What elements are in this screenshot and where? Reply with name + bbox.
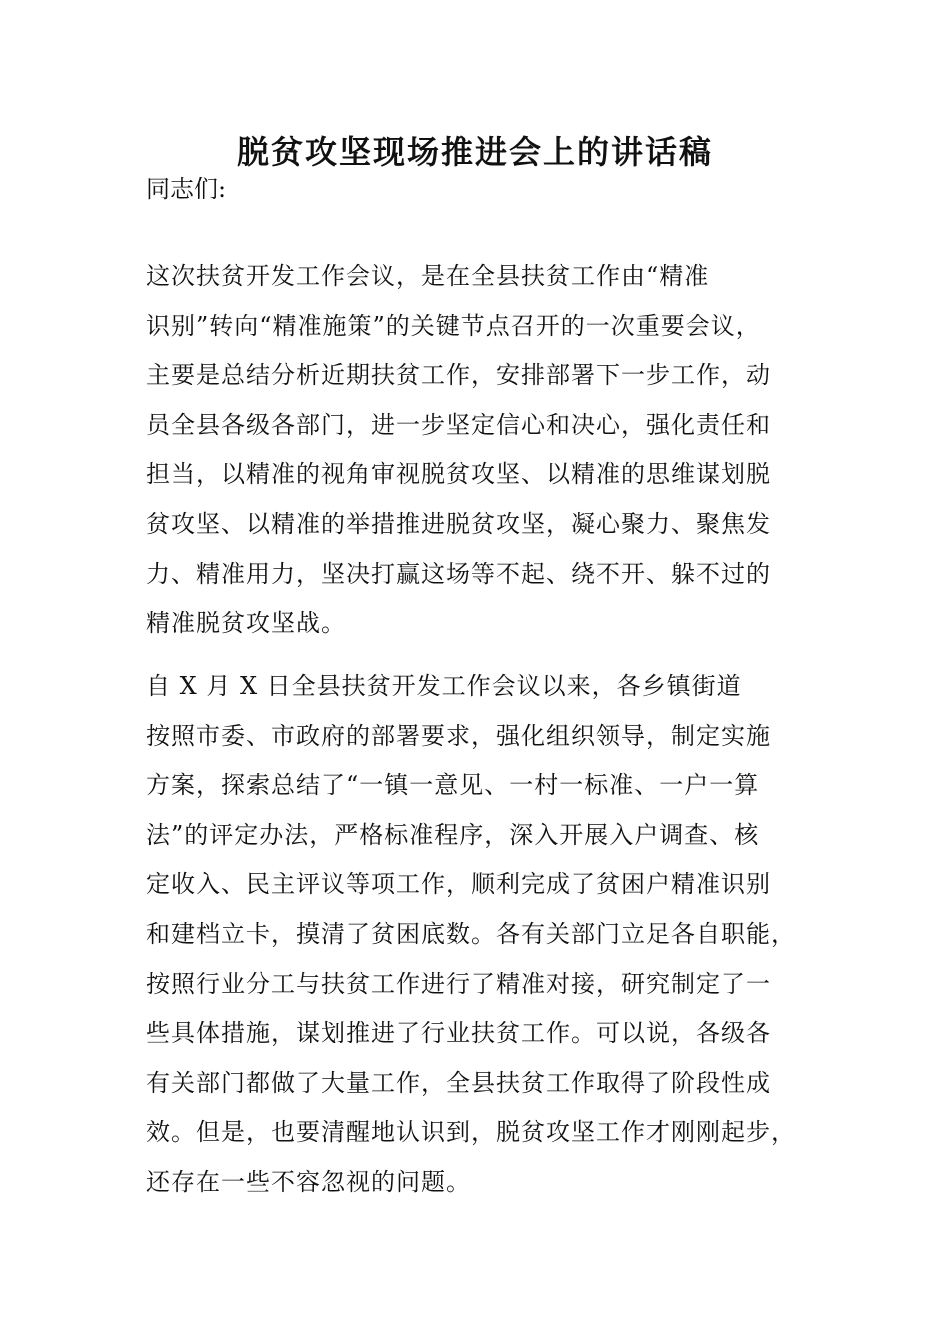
paragraph-line: 识别”转向“精准施策”的关键节点召开的一次重要会议，: [146, 311, 761, 340]
paragraph-line: 法”的评定办法，严格标准程序，深入开展入户调查、核: [146, 820, 760, 849]
paragraph-line: 力、精准用力，坚决打赢这场等不起、绕不开、躲不过的: [146, 559, 771, 588]
paragraph-line: 效。但是，也要清醒地认识到，脱贫攻坚工作才刚刚起步，: [146, 1118, 796, 1147]
paragraph-line: 按照行业分工与扶贫工作进行了精准对接，研究制定了一: [146, 969, 771, 998]
paragraph-line: 精准脱贫攻坚战。: [146, 609, 346, 638]
paragraph-line: 方案，探索总结了“一镇一意见、一村一标准、一户一算: [146, 771, 760, 800]
paragraph-line: 和建档立卡，摸清了贫困底数。各有关部门立足各自职能，: [146, 919, 796, 948]
paragraph-1: [146, 252, 808, 649]
paragraph-line: 定收入、民主评议等项工作，顺利完成了贫困户精准识别: [146, 870, 771, 899]
paragraph-line: 贫攻坚、以精准的举措推进脱贫攻坚，凝心聚力、聚焦发: [146, 509, 771, 538]
paragraph-line: 这次扶贫开发工作会议，是在全县扶贫工作由“精准: [146, 262, 710, 290]
paragraph-line: 主要是总结分析近期扶贫工作，安排部署下一步工作，动: [146, 361, 771, 390]
document-title: 脱贫攻坚现场推进会上的讲话稿: [236, 133, 713, 171]
paragraph-line: 自 X 月 X 日全县扶贫开发工作会议以来，各乡镇街道: [146, 672, 742, 700]
paragraph-line: 按照市委、市政府的部署要求，强化组织领导，制定实施: [146, 721, 771, 750]
salutation: 同志们:: [146, 175, 227, 203]
paragraph-2: [146, 662, 808, 1208]
paragraph-line: 些具体措施，谋划推进了行业扶贫工作。可以说，各级各: [146, 1019, 771, 1048]
paragraph-line: 还存在一些不容忽视的问题。: [146, 1167, 471, 1196]
paragraph-line: 员全县各级各部门，进一步坚定信心和决心，强化责任和: [146, 410, 771, 439]
paragraph-line: 有关部门都做了大量工作，全县扶贫工作取得了阶段性成: [146, 1068, 771, 1097]
paragraph-line: 担当，以精准的视角审视脱贫攻坚、以精准的思维谋划脱: [146, 460, 771, 489]
